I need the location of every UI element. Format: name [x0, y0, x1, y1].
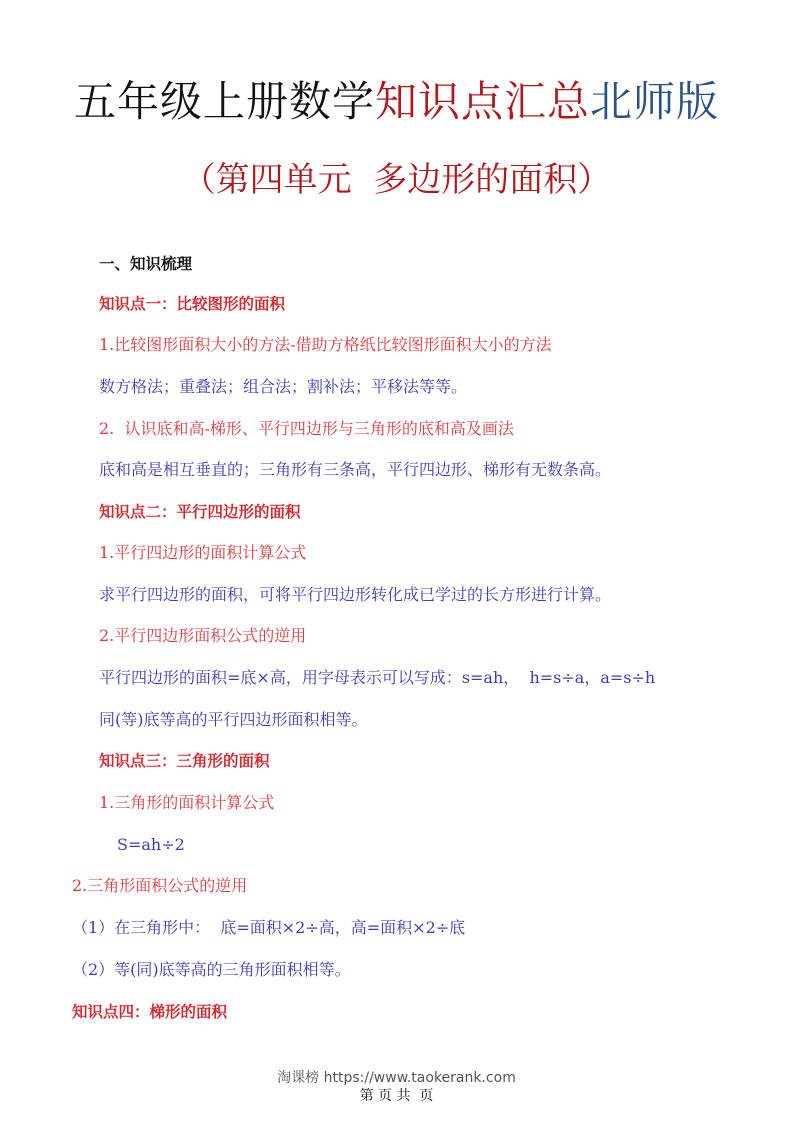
kp3-heading: 知识点三：三角形的面积: [99, 752, 270, 770]
kp3-item1-formula: S=ah÷2: [117, 835, 185, 854]
kp3-item2-title: 2.三角形面积公式的逆用: [72, 876, 248, 895]
kp1-heading: 知识点一：比较图形的面积: [99, 295, 286, 313]
kp1-item1-title: 1.比较图形面积大小的方法-借助方格纸比较图形面积大小的方法: [99, 335, 552, 354]
kp3-item1-title: 1.三角形的面积计算公式: [99, 793, 275, 812]
kp1-item1-body: 数方格法；重叠法；组合法；割补法；平移法等等。: [99, 377, 468, 396]
document-subtitle: （第四单元 多边形的面积）: [181, 160, 612, 200]
kp2-item2-body1: 平行四边形的面积=底×高，用字母表示可以写成：s=ah， h=s÷a，a=s÷h: [99, 668, 656, 687]
kp1-item2-body: 底和高是相互垂直的；三角形有三条高，平行四边形、梯形有无数条高。: [99, 460, 612, 479]
kp3-item2-body1: （1）在三角形中： 底=面积×2÷高，高=面积×2÷底: [72, 918, 466, 937]
kp2-item2-title: 2.平行四边形面积公式的逆用: [99, 626, 307, 645]
title-grade: 五年级上册数学: [73, 77, 375, 126]
title-edition: 北师版: [590, 77, 720, 126]
kp2-item1-body: 求平行四边形的面积，可将平行四边形转化成已学过的长方形进行计算。: [99, 585, 612, 604]
kp2-item1-title: 1.平行四边形的面积计算公式: [99, 543, 307, 562]
section-heading: 一、知识梳理: [99, 255, 193, 273]
footer-page-number: 第 页 共 页: [359, 1088, 434, 1104]
footer-source-link[interactable]: 淘课榜 https://www.taokerank.com: [277, 1070, 516, 1086]
kp4-heading: 知识点四：梯形的面积: [72, 1003, 228, 1021]
kp1-item2-title: 2. 认识底和高-梯形、平行四边形与三角形的底和高及画法: [99, 419, 514, 438]
kp3-item2-body2: （2）等(同)底等高的三角形面积相等。: [72, 960, 351, 979]
kp2-heading: 知识点二：平行四边形的面积: [99, 503, 301, 521]
title-summary: 知识点汇总: [374, 77, 590, 126]
document-title: [0, 76, 793, 128]
kp2-item2-body2: 同(等)底等高的平行四边形面积相等。: [99, 710, 368, 729]
